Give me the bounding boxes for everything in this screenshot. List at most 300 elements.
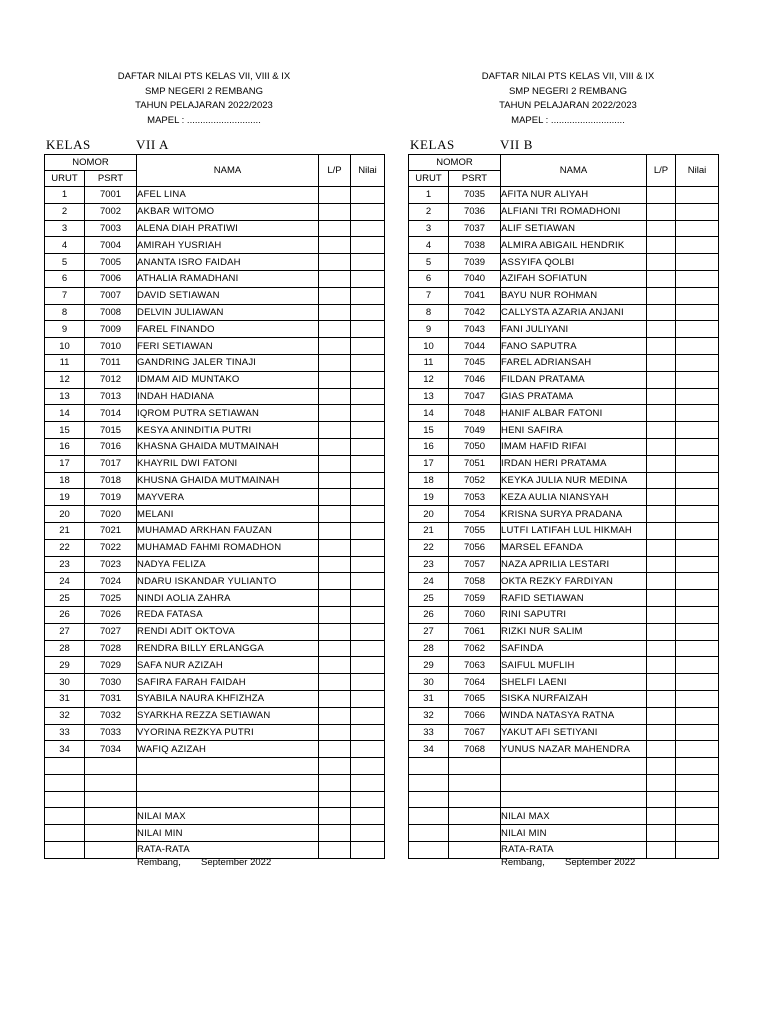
table-row: [45, 707, 385, 724]
table-row: [409, 187, 719, 204]
student-psrt: 7050: [449, 438, 501, 455]
student-urut: 33: [409, 724, 449, 741]
student-lp: [647, 338, 676, 355]
table-row: [409, 674, 719, 691]
student-lp: [319, 237, 351, 254]
student-lp: [319, 203, 351, 220]
summary-row-min: [45, 825, 385, 842]
table-row: [409, 321, 719, 338]
student-lp: [647, 506, 676, 523]
student-lp: [319, 707, 351, 724]
table-row: [409, 724, 719, 741]
student-nilai: [676, 304, 719, 321]
student-nilai: [676, 556, 719, 573]
student-nilai: [351, 455, 385, 472]
student-lp: [319, 388, 351, 405]
table-row: [45, 287, 385, 304]
table-row: [409, 741, 719, 758]
student-nilai: [676, 287, 719, 304]
student-urut: 17: [409, 455, 449, 472]
student-nilai: [351, 606, 385, 623]
student-nilai: [676, 203, 719, 220]
student-name: LUTFI LATIFAH LUL HIKMAH: [501, 522, 647, 539]
table-row: [409, 690, 719, 707]
student-psrt: 7016: [85, 438, 137, 455]
student-lp: [647, 690, 676, 707]
student-nilai: [676, 321, 719, 338]
student-lp: [319, 304, 351, 321]
student-lp: [319, 220, 351, 237]
student-lp: [319, 371, 351, 388]
table-row: [45, 388, 385, 405]
student-urut: 20: [45, 506, 85, 523]
header-psrt: PSRT: [85, 171, 137, 187]
student-lp: [319, 270, 351, 287]
header-lp: L/P: [647, 155, 676, 187]
table-row: [409, 657, 719, 674]
student-nilai: [351, 623, 385, 640]
student-name: ATHALIA RAMADHANI: [137, 270, 319, 287]
student-lp: [647, 220, 676, 237]
student-lp: [647, 489, 676, 506]
student-nilai: [676, 455, 719, 472]
student-urut: 4: [45, 237, 85, 254]
student-psrt: 7021: [85, 522, 137, 539]
student-nilai: [351, 187, 385, 204]
table-row: [409, 539, 719, 556]
student-nilai: [351, 254, 385, 271]
student-lp: [319, 338, 351, 355]
student-psrt: 7052: [449, 472, 501, 489]
kelas-name: VII B: [500, 137, 533, 152]
student-psrt: 7037: [449, 220, 501, 237]
student-nilai: [676, 724, 719, 741]
table-row: [45, 623, 385, 640]
student-lp: [319, 741, 351, 758]
table-row: [409, 455, 719, 472]
student-name: AFITA NUR ALIYAH: [501, 187, 647, 204]
student-urut: 29: [45, 657, 85, 674]
student-nilai: [351, 556, 385, 573]
student-name: INDAH HADIANA: [137, 388, 319, 405]
table-row: [45, 657, 385, 674]
student-nilai: [676, 674, 719, 691]
student-nilai: [351, 590, 385, 607]
table-row: [409, 254, 719, 271]
header-school: SMP NEGERI 2 REMBANG: [144, 85, 264, 97]
table-row: [409, 522, 719, 539]
student-name: ALENA DIAH PRATIWI: [137, 220, 319, 237]
student-urut: 5: [45, 254, 85, 271]
student-nilai: [351, 472, 385, 489]
student-lp: [647, 539, 676, 556]
student-psrt: 7055: [449, 522, 501, 539]
student-lp: [647, 455, 676, 472]
table-row: [409, 573, 719, 590]
student-nilai: [351, 354, 385, 371]
student-psrt: 7040: [449, 270, 501, 287]
student-nilai: [351, 321, 385, 338]
student-urut: 24: [45, 573, 85, 590]
student-name: SHELFI LAENI: [501, 674, 647, 691]
student-psrt: 7005: [85, 254, 137, 271]
student-urut: 20: [409, 506, 449, 523]
student-name: SYABILA NAURA KHFIZHZA: [137, 690, 319, 707]
student-urut: 4: [409, 237, 449, 254]
student-urut: 25: [45, 590, 85, 607]
student-urut: 18: [45, 472, 85, 489]
table-row: [45, 741, 385, 758]
student-name: DELVIN JULIAWAN: [137, 304, 319, 321]
student-urut: 29: [409, 657, 449, 674]
student-nilai: [351, 237, 385, 254]
student-psrt: 7059: [449, 590, 501, 607]
student-psrt: 7019: [85, 489, 137, 506]
student-lp: [319, 472, 351, 489]
student-nilai: [676, 522, 719, 539]
student-urut: 5: [409, 254, 449, 271]
student-urut: 16: [409, 438, 449, 455]
student-nilai: [351, 741, 385, 758]
student-nilai: [676, 237, 719, 254]
student-psrt: 7051: [449, 455, 501, 472]
student-nilai: [351, 304, 385, 321]
student-urut: 10: [409, 338, 449, 355]
student-name: RIZKI NUR SALIM: [501, 623, 647, 640]
student-psrt: 7002: [85, 203, 137, 220]
student-name: NINDI AOLIA ZAHRA: [137, 590, 319, 607]
student-urut: 6: [45, 270, 85, 287]
student-nilai: [351, 522, 385, 539]
student-urut: 17: [45, 455, 85, 472]
student-urut: 9: [45, 321, 85, 338]
empty-row: [45, 774, 385, 791]
table-row: [409, 270, 719, 287]
student-lp: [319, 522, 351, 539]
student-name: IRDAN HERI PRATAMA: [501, 455, 647, 472]
student-psrt: 7056: [449, 539, 501, 556]
student-urut: 31: [409, 690, 449, 707]
student-rows: [409, 187, 719, 758]
header-nama: NAMA: [501, 155, 647, 187]
student-nilai: [676, 657, 719, 674]
student-urut: 21: [409, 522, 449, 539]
student-psrt: 7058: [449, 573, 501, 590]
student-name: ALFIANI TRI ROMADHONI: [501, 203, 647, 220]
student-urut: 22: [409, 539, 449, 556]
student-lp: [647, 522, 676, 539]
kelas-label: KELAS: [410, 137, 455, 152]
student-psrt: 7033: [85, 724, 137, 741]
student-urut: 11: [45, 354, 85, 371]
table-row: [45, 573, 385, 590]
student-name: HENI SAFIRA: [501, 422, 647, 439]
empty-row: [409, 758, 719, 775]
student-name: MUHAMAD ARKHAN FAUZAN: [137, 522, 319, 539]
student-name: FERI SETIAWAN: [137, 338, 319, 355]
student-urut: 27: [45, 623, 85, 640]
student-nilai: [676, 354, 719, 371]
grade-table: [44, 154, 385, 859]
student-lp: [647, 354, 676, 371]
student-name: RAFID SETIAWAN: [501, 590, 647, 607]
student-psrt: 7066: [449, 707, 501, 724]
student-name: AMIRAH YUSRIAH: [137, 237, 319, 254]
student-name: MUHAMAD FAHMI ROMADHON: [137, 539, 319, 556]
student-name: YAKUT AFI SETIYANI: [501, 724, 647, 741]
student-nilai: [676, 539, 719, 556]
table-row: [409, 304, 719, 321]
table-row: [409, 287, 719, 304]
student-psrt: 7046: [449, 371, 501, 388]
student-nilai: [676, 338, 719, 355]
student-name: NADYA FELIZA: [137, 556, 319, 573]
summary-rows: [45, 758, 385, 859]
student-nilai: [351, 573, 385, 590]
table-row: [45, 220, 385, 237]
student-psrt: 7010: [85, 338, 137, 355]
student-nilai: [676, 438, 719, 455]
student-urut: 25: [409, 590, 449, 607]
header-title: DAFTAR NILAI PTS KELAS VII, VIII & IX: [117, 71, 291, 82]
student-psrt: 7014: [85, 405, 137, 422]
student-psrt: 7007: [85, 287, 137, 304]
table-row: [45, 371, 385, 388]
student-name: AKBAR WITOMO: [137, 203, 319, 220]
student-name: IMAM HAFID RIFAI: [501, 438, 647, 455]
student-lp: [647, 388, 676, 405]
student-lp: [319, 573, 351, 590]
student-urut: 7: [409, 287, 449, 304]
table-row: [409, 203, 719, 220]
student-urut: 13: [409, 388, 449, 405]
student-urut: 23: [409, 556, 449, 573]
student-urut: 2: [409, 203, 449, 220]
student-nilai: [351, 489, 385, 506]
summary-row-max: [409, 808, 719, 825]
student-lp: [647, 187, 676, 204]
table-row: [45, 422, 385, 439]
student-urut: 3: [45, 220, 85, 237]
student-name: YUNUS NAZAR MAHENDRA: [501, 741, 647, 758]
student-name: FAREL FINANDO: [137, 321, 319, 338]
table-row: [45, 254, 385, 271]
student-lp: [647, 287, 676, 304]
student-lp: [319, 623, 351, 640]
student-nilai: [676, 472, 719, 489]
footer-place: Rembang,: [501, 857, 545, 868]
student-lp: [319, 506, 351, 523]
header-nilai: Nilai: [351, 155, 385, 187]
rata-rata-label: RATA-RATA: [501, 842, 647, 859]
student-nilai: [351, 690, 385, 707]
student-name: KEZA AULIA NIANSYAH: [501, 489, 647, 506]
grade-table: [408, 154, 719, 859]
student-psrt: 7024: [85, 573, 137, 590]
student-psrt: 7032: [85, 707, 137, 724]
student-urut: 11: [409, 354, 449, 371]
student-urut: 7: [45, 287, 85, 304]
table-row: [45, 606, 385, 623]
summary-row-avg: [409, 842, 719, 859]
student-psrt: 7027: [85, 623, 137, 640]
student-psrt: 7044: [449, 338, 501, 355]
student-urut: 28: [45, 640, 85, 657]
student-lp: [647, 606, 676, 623]
student-lp: [319, 405, 351, 422]
student-lp: [319, 438, 351, 455]
student-urut: 24: [409, 573, 449, 590]
table-row: [409, 338, 719, 355]
student-urut: 9: [409, 321, 449, 338]
student-urut: 14: [409, 405, 449, 422]
student-name: VYORINA REZKYA PUTRI: [137, 724, 319, 741]
summary-row-max: [45, 808, 385, 825]
student-lp: [647, 203, 676, 220]
student-nilai: [351, 287, 385, 304]
student-psrt: 7067: [449, 724, 501, 741]
student-nilai: [351, 657, 385, 674]
student-lp: [647, 237, 676, 254]
student-urut: 1: [409, 187, 449, 204]
student-psrt: 7036: [449, 203, 501, 220]
student-lp: [647, 556, 676, 573]
student-name: RINI SAPUTRI: [501, 606, 647, 623]
student-nilai: [676, 388, 719, 405]
summary-row-avg: [45, 842, 385, 859]
student-lp: [647, 657, 676, 674]
student-psrt: 7047: [449, 388, 501, 405]
student-psrt: 7011: [85, 354, 137, 371]
student-name: NAZA APRILIA LESTARI: [501, 556, 647, 573]
student-urut: 34: [45, 741, 85, 758]
student-name: DAVID SETIAWAN: [137, 287, 319, 304]
student-nilai: [351, 371, 385, 388]
table-row: [45, 338, 385, 355]
student-urut: 15: [45, 422, 85, 439]
empty-row: [45, 791, 385, 808]
student-nilai: [351, 707, 385, 724]
student-nilai: [676, 640, 719, 657]
student-psrt: 7062: [449, 640, 501, 657]
student-psrt: 7031: [85, 690, 137, 707]
student-nilai: [351, 405, 385, 422]
student-psrt: 7028: [85, 640, 137, 657]
student-urut: 26: [409, 606, 449, 623]
nilai-max-label: NILAI MAX: [137, 808, 319, 825]
student-urut: 31: [45, 690, 85, 707]
student-name: BAYU NUR ROHMAN: [501, 287, 647, 304]
student-lp: [319, 640, 351, 657]
empty-row: [409, 791, 719, 808]
table-row: [409, 354, 719, 371]
student-name: KHAYRIL DWI FATONI: [137, 455, 319, 472]
document-header: [408, 70, 728, 128]
student-urut: 18: [409, 472, 449, 489]
student-psrt: 7043: [449, 321, 501, 338]
student-psrt: 7029: [85, 657, 137, 674]
table-row: [45, 455, 385, 472]
student-psrt: 7001: [85, 187, 137, 204]
table-row: [45, 304, 385, 321]
student-nilai: [676, 270, 719, 287]
student-psrt: 7063: [449, 657, 501, 674]
student-nilai: [351, 640, 385, 657]
student-name: ASSYIFA QOLBI: [501, 254, 647, 271]
student-name: SISKA NURFAIZAH: [501, 690, 647, 707]
student-nilai: [351, 388, 385, 405]
student-name: GANDRING JALER TINAJI: [137, 354, 319, 371]
student-nilai: [351, 270, 385, 287]
student-psrt: 7068: [449, 741, 501, 758]
student-urut: 21: [45, 522, 85, 539]
student-urut: 13: [45, 388, 85, 405]
student-urut: 16: [45, 438, 85, 455]
student-lp: [647, 590, 676, 607]
student-name: KHUSNA GHAIDA MUTMAINAH: [137, 472, 319, 489]
table-row: [45, 489, 385, 506]
student-name: HANIF ALBAR FATONI: [501, 405, 647, 422]
student-name: KRISNA SURYA PRADANA: [501, 506, 647, 523]
student-lp: [319, 590, 351, 607]
student-urut: 26: [45, 606, 85, 623]
student-lp: [647, 405, 676, 422]
empty-row: [45, 758, 385, 775]
table-row: [409, 623, 719, 640]
table-row: [45, 405, 385, 422]
student-name: SYARKHA REZZA SETIAWAN: [137, 707, 319, 724]
student-lp: [647, 304, 676, 321]
student-nilai: [351, 539, 385, 556]
document-header: [44, 70, 364, 128]
footer-place: Rembang,: [137, 857, 181, 868]
student-psrt: 7053: [449, 489, 501, 506]
student-urut: 22: [45, 539, 85, 556]
student-lp: [319, 254, 351, 271]
header-school: SMP NEGERI 2 REMBANG: [508, 85, 628, 97]
header-urut: URUT: [409, 171, 449, 187]
student-urut: 30: [409, 674, 449, 691]
student-name: MARSEL EFANDA: [501, 539, 647, 556]
student-urut: 32: [45, 707, 85, 724]
nilai-max-label: NILAI MAX: [501, 808, 647, 825]
student-lp: [647, 640, 676, 657]
student-psrt: 7022: [85, 539, 137, 556]
student-name: KHASNA GHAIDA MUTMAINAH: [137, 438, 319, 455]
student-name: IDMAM AID MUNTAKO: [137, 371, 319, 388]
student-nilai: [676, 422, 719, 439]
student-nilai: [676, 741, 719, 758]
kelas-row: [44, 137, 364, 153]
student-nilai: [351, 438, 385, 455]
student-nilai: [676, 590, 719, 607]
student-psrt: 7049: [449, 422, 501, 439]
footer-date: September 2022: [201, 857, 272, 868]
table-row: [45, 539, 385, 556]
student-urut: 19: [409, 489, 449, 506]
student-psrt: 7012: [85, 371, 137, 388]
table-row: [409, 220, 719, 237]
student-urut: 15: [409, 422, 449, 439]
student-lp: [319, 455, 351, 472]
student-psrt: 7015: [85, 422, 137, 439]
table-row: [45, 556, 385, 573]
table-row: [45, 506, 385, 523]
student-lp: [319, 674, 351, 691]
student-nilai: [676, 573, 719, 590]
student-lp: [319, 539, 351, 556]
student-psrt: 7035: [449, 187, 501, 204]
